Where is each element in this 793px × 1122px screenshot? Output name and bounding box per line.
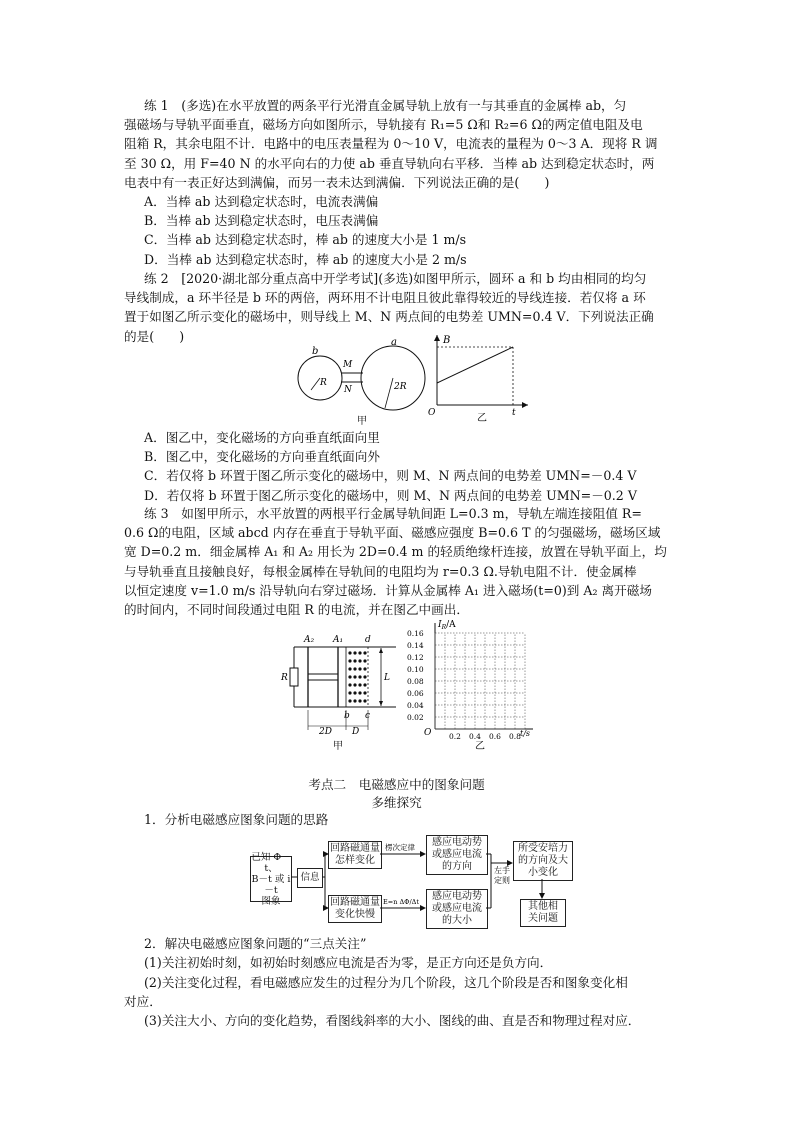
label-yi: 乙 bbox=[477, 413, 487, 424]
field-dot bbox=[358, 683, 361, 686]
ex2-option: B．图乙中，变化磁场的方向垂直纸面向外 bbox=[144, 449, 380, 465]
x-tick-label: 0.2 bbox=[449, 732, 461, 741]
label-c: c bbox=[365, 711, 371, 721]
flow-top-box: 回路磁通量 怎样变化 bbox=[328, 841, 382, 869]
point-3: (3)关注大小、方向的变化趋势，看图线斜率的大小、图线的曲、直是否和物理过程对应． bbox=[144, 1013, 641, 1028]
ex3-line: 练 3 如图甲所示，水平放置的两根平行金属导轨间距 L=0.3 m，导轨左端连接阻值 R= bbox=[144, 506, 642, 521]
ex1-option: A．当棒 ab 达到稳定状态时，电流表满偏 bbox=[144, 194, 379, 210]
ex1-option: C．当棒 ab 达到稳定状态时，棒 ab 的速度大小是 1 m/s bbox=[144, 232, 467, 248]
ex1-line: 至 30 Ω，用 F=40 N 的水平向右的力使 ab 垂直导轨向右平移．当棒 ab 达到稳定状态时，两 bbox=[124, 155, 655, 171]
ylabel: $I_R/A$ bbox=[438, 620, 456, 631]
x-ticks bbox=[449, 732, 521, 741]
ex3-line: 的时间内，不同时间段通过电阻 R 的电流，并在图乙中画出． bbox=[124, 602, 469, 618]
label-d: d bbox=[365, 635, 371, 645]
label-A1: A₁ bbox=[333, 635, 344, 645]
ex1-line: 强磁场与导轨平面垂直，磁场方向如图所示，导轨接有 R₁=5 Ω和 R₂=6 Ω的两定值电阻及电 bbox=[124, 117, 643, 133]
label-B: B bbox=[443, 335, 451, 346]
label-L: L bbox=[384, 673, 390, 683]
ex2-options bbox=[144, 428, 684, 505]
section-subtitle: 多维探究 bbox=[371, 795, 422, 810]
flowchart bbox=[248, 833, 578, 933]
flow-other: 其他相 关问题 bbox=[520, 899, 566, 927]
ex1-option: D．当棒 ab 达到稳定状态时，棒 ab 的速度大小是 2 m/s bbox=[144, 251, 467, 267]
flow-force: 所受安培力 的方向及大 小变化 bbox=[513, 841, 573, 881]
current-grid bbox=[435, 623, 533, 729]
label-D: D bbox=[352, 727, 360, 737]
ex2-line: 练 2 [2020·湖北部分重点高中开学考试](多选)如图甲所示，圆环 a 和 b 均由相同的均匀 bbox=[144, 271, 647, 286]
field-dot bbox=[363, 651, 366, 654]
label-O: O bbox=[424, 728, 432, 738]
ex2-line: 导线制成，a 环半径是 b 环的两倍，两环用不计电阻且彼此靠得较近的导线连接．若仅将 a 环 bbox=[124, 290, 646, 306]
field-dot bbox=[358, 675, 361, 678]
label-R: R bbox=[320, 378, 327, 388]
field-dot bbox=[358, 667, 361, 670]
label-jia: 甲 bbox=[357, 416, 367, 427]
field-dot bbox=[348, 667, 351, 670]
flow-rule-2: 定则 bbox=[494, 876, 510, 885]
field-dot bbox=[363, 683, 366, 686]
field-dot bbox=[348, 675, 351, 678]
ex3-line: 与导轨垂直且接触良好，每根金属棒在导轨间的电阻均为 r=0.3 Ω.导轨电阻不计．使金属棒 bbox=[124, 563, 637, 579]
ex3-line: 宽 D=0.2 m．细金属棒 A₁ 和 A₂ 用长为 2D=0.4 m 的轻质绝缘杆连接，放置在导轨平面上，均 bbox=[124, 544, 667, 560]
ex1-line: 练 1 (多选)在水平放置的两条平行光滑直金属导轨上放有一与其垂直的金属棒 ab，匀 bbox=[144, 98, 627, 113]
item-1: 1．分析电磁感应图象问题的思路 bbox=[144, 812, 329, 827]
point-2-cont: 对应． bbox=[124, 994, 162, 1009]
y-tick-label: 0.14 bbox=[407, 641, 424, 650]
field-dot bbox=[348, 659, 351, 662]
flow-top-arrow-label: 楞次定律 bbox=[385, 843, 415, 852]
ex3-line: 以恒定速度 v=1.0 m/s 沿导轨向右穿过磁场．计算从金属棒 A₁ 进入磁场(t=0)到 A₂ 离开磁场 bbox=[124, 582, 652, 598]
flow-arrows bbox=[248, 833, 578, 933]
label-R: R bbox=[281, 673, 288, 683]
field-dot bbox=[363, 699, 366, 702]
y-tick-label: 0.08 bbox=[407, 677, 424, 686]
label-O: O bbox=[428, 408, 436, 418]
label-t: t bbox=[512, 408, 516, 418]
y-tick-label: 0.12 bbox=[407, 653, 424, 662]
label-yi: 乙 bbox=[475, 741, 485, 752]
section-title: 考点二 电磁感应中的图象问题 bbox=[308, 777, 485, 792]
y-tick-label: 0.06 bbox=[407, 689, 424, 698]
field-dot bbox=[363, 691, 366, 694]
ex2-figure bbox=[290, 335, 530, 433]
field-dot bbox=[358, 699, 361, 702]
label-b: b bbox=[344, 711, 350, 721]
field-dot bbox=[353, 683, 356, 686]
ex2-line: 的是( ) bbox=[124, 328, 185, 344]
y-tick-label: 0.02 bbox=[407, 713, 424, 722]
field-dot bbox=[353, 691, 356, 694]
exercise-1 bbox=[124, 96, 684, 269]
y-ticks bbox=[407, 629, 424, 722]
field-dot bbox=[353, 659, 356, 662]
ex2-option: D．若仅将 b 环置于图乙所示变化的磁场中，则 M、N 两点间的电势差 UMN=－0.2 V bbox=[144, 487, 637, 503]
x-tick-label: 0.8 bbox=[509, 732, 521, 741]
point-2: (2)关注变化过程，看电磁感应发生的过程分为几个阶段，这几个阶段是否和图象变化相 bbox=[144, 975, 628, 990]
point-1: (1)关注初始时刻，如初始时刻感应电流是否为零，是正方向还是负方向． bbox=[144, 955, 553, 970]
ex1-option: B．当棒 ab 达到稳定状态时，电压表满偏 bbox=[144, 213, 379, 229]
flow-start: 已知 Φ－t、 B－t 或 i－t 图象 bbox=[251, 851, 291, 907]
ex3-grid-figure bbox=[405, 617, 545, 752]
ex3-circuit-figure bbox=[278, 630, 408, 755]
field-dot bbox=[348, 683, 351, 686]
field-dot bbox=[363, 675, 366, 678]
field-dot bbox=[358, 651, 361, 654]
x-tick-label: 0.4 bbox=[469, 732, 481, 741]
flow-bottom-box: 回路磁通量 变化快慢 bbox=[328, 895, 382, 923]
flow-bottom-result: 感应电动势 或感应电流 的大小 bbox=[426, 889, 488, 929]
field-dot bbox=[353, 667, 356, 670]
item-2: 2．解决电磁感应图象问题的“三点关注” bbox=[144, 936, 367, 951]
magnetic-field-dots bbox=[348, 651, 366, 702]
label-jia: 甲 bbox=[333, 741, 343, 752]
field-dot bbox=[358, 691, 361, 694]
x-tick-label: 0.6 bbox=[489, 732, 501, 741]
ex2-option: C．若仅将 b 环置于图乙所示变化的磁场中，则 M、N 两点间的电势差 UMN=－0.4 V bbox=[144, 468, 637, 484]
y-tick-label: 0.16 bbox=[407, 629, 424, 638]
flow-rule-1: 左手 bbox=[494, 866, 510, 875]
field-dot bbox=[353, 675, 356, 678]
field-dot bbox=[353, 651, 356, 654]
label-2R: 2R bbox=[394, 382, 407, 392]
ex3-line: 0.6 Ω的电阻，区域 abcd 内存在垂直于导轨平面、磁感应强度 B=0.6 T 的匀强磁场，磁场区域 bbox=[124, 525, 661, 541]
field-dot bbox=[348, 691, 351, 694]
ex2-option: A．图乙中，变化磁场的方向垂直纸面向里 bbox=[144, 430, 380, 445]
field-dot bbox=[363, 659, 366, 662]
xunit: t/s bbox=[520, 729, 531, 738]
exercise-3 bbox=[124, 504, 684, 619]
ex1-line: 阻箱 R，其余电阻不计．电路中的电压表量程为 0～10 V，电流表的量程为 0～3 A．现将 R 调 bbox=[124, 136, 658, 152]
label-A2: A₂ bbox=[304, 635, 315, 645]
label-N: N bbox=[344, 385, 352, 395]
y-tick-label: 0.04 bbox=[407, 701, 424, 710]
flow-bottom-arrow-label: E=n ΔΦ/Δt bbox=[383, 898, 419, 906]
flow-top-result: 感应电动势 或感应电流 的方向 bbox=[426, 835, 488, 875]
label-2D: 2D bbox=[319, 727, 332, 737]
field-dot bbox=[348, 651, 351, 654]
label-b: b bbox=[312, 346, 319, 357]
ex2-line: 置于如图乙所示变化的磁场中，则导线上 M、N 两点间的电势差 UMN=0.4 V．下列说法正确 bbox=[124, 309, 654, 325]
field-dot bbox=[363, 667, 366, 670]
flow-info: 信息 bbox=[297, 868, 323, 888]
field-dot bbox=[358, 659, 361, 662]
label-a: a bbox=[391, 337, 397, 348]
ex1-line: 电表中有一表正好达到满偏，而另一表未达到满偏．下列说法正确的是( ) bbox=[124, 174, 550, 190]
y-tick-label: 0.10 bbox=[407, 665, 424, 674]
label-M: M bbox=[343, 360, 353, 370]
field-dot bbox=[353, 699, 356, 702]
field-dot bbox=[348, 699, 351, 702]
